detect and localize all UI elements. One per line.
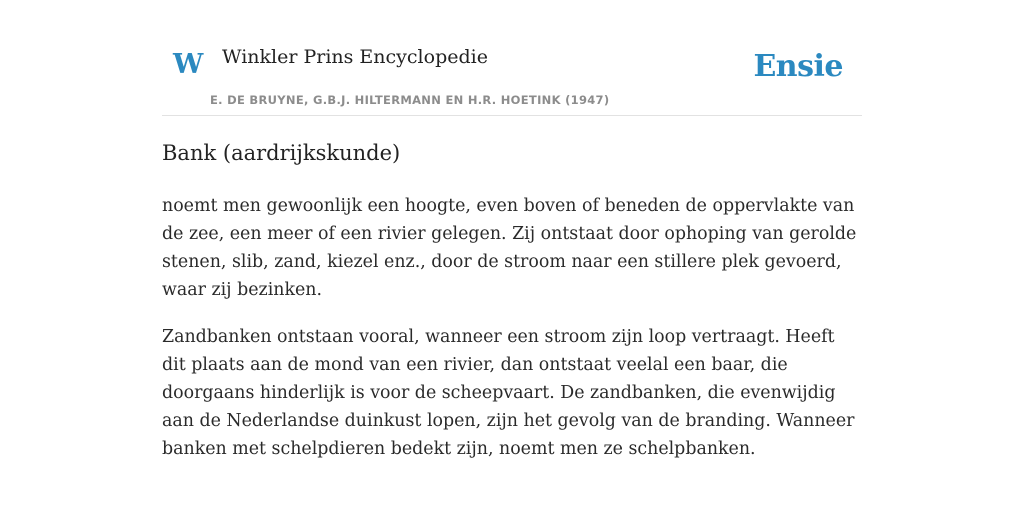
entry-title: Bank (aardrijkskunde) [162, 141, 401, 165]
authors-line: E. DE BRUYNE, G.B.J. HILTERMANN EN H.R. HOETINK (1947) [210, 93, 610, 107]
encyclopedia-header [162, 0, 862, 116]
entry-paragraph: noemt men gewoonlijk een hoogte, even boven of beneden de oppervlakte van de zee, een meer of een rivier gelegen. Zij ontstaat door ophoping van gerolde stenen, slib, zand, kiezel enz., door de stroom naar een stillere plek gevoerd, waar zij bezinken. [162, 196, 857, 300]
winkler-prins-logo[interactable]: W [173, 49, 204, 80]
entry-body [162, 192, 862, 482]
encyclopedia-title[interactable]: Winkler Prins Encyclopedie [222, 46, 488, 68]
entry-paragraph: Zandbanken ontstaan vooral, wanneer een stroom zijn loop vertraagt. Heeft dit plaats aan de mond van een rivier, dan ontstaat veelal een baar, die doorgaans hinderlijk is voor de scheepvaart. De zandbanken, die evenwijdig aan de Nederlandse duinkust lopen, zijn het gevolg van de branding. Wanneer banken met schelpdieren bedekt zijn, noemt men ze schelpbanken. [162, 327, 855, 459]
ensie-logo-link[interactable]: Ensie [753, 49, 843, 84]
content-container [162, 0, 862, 459]
